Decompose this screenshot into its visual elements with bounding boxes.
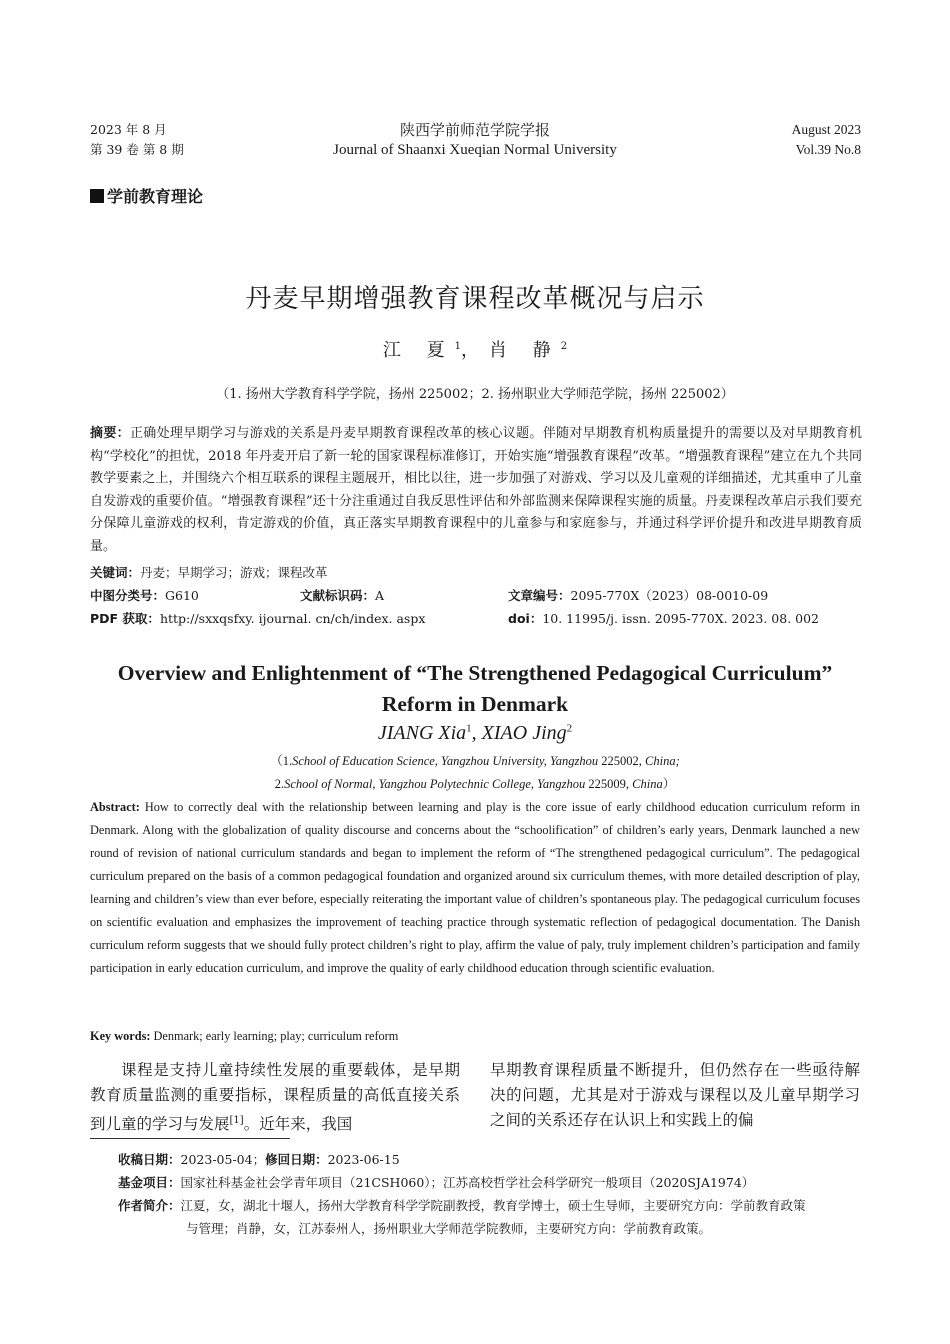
revised-date: 2023-06-15 — [327, 1152, 400, 1167]
header-date-en: August 2023 — [791, 122, 861, 137]
author-en-1-affil: 1 — [466, 722, 472, 735]
doc-code — [300, 585, 384, 607]
keywords-cn-label: 关键词： — [90, 565, 141, 580]
header-volume-en: Vol.39 No.8 — [795, 142, 861, 157]
keywords-cn-text: 丹麦；早期学习；游戏；课程改革 — [140, 565, 328, 580]
abstract-cn-text: 正确处理早期学习与游戏的关系是丹麦早期教育课程改革的核心议题。伴随对早期教育机构质量提升的需要以及对早期教育机构“学校化”的担忧，2018 年丹麦开启了新一轮的国家课程标准修订，开始实施“增强教育课程”改革。“增强教育课程”建立在九个共同教学要素之上，并围绕六个相互联系的课程主题展开，相比以往，进一步加强了对游戏、学习以及儿童观的详细描述，尤其重申了儿童自发游戏的重要价值。“增强教育课程”还十分注重通过自我反思性评估和外部监测来保障课程实施的质量。丹麦课程改革启示我们要充分保障儿童游戏的权利，肯定游戏的价值，真正落实早期教育课程中的儿童参与和家庭参与，并通过科学评价提升和改进早期教育质量。 — [90, 426, 862, 554]
body-left-text: 课程是支持儿童持续性发展的重要载体，是早期教育质量监测的重要指标，课程质量的高低直接关系到儿童的学习与发展 — [90, 1061, 460, 1134]
bio-label: 作者简介： — [118, 1198, 181, 1213]
article-number-value: 2095-770X（2023）08-0010-09 — [570, 588, 769, 603]
doc-code-label: 文献标识码： — [300, 588, 376, 603]
fund-label: 基金项目： — [118, 1175, 181, 1190]
author-en-2: XIAO Jing — [481, 722, 567, 744]
footnote-rule — [90, 1138, 290, 1139]
doi-value[interactable]: 10. 11995/j. issn. 2095-770X. 2023. 08. 002 — [542, 611, 820, 626]
article-number — [508, 585, 768, 607]
keywords-en-label: Key words: — [90, 1029, 151, 1043]
clc-value: G610 — [165, 588, 199, 603]
author-2: 肖 静 — [489, 340, 561, 361]
abstract-en — [90, 796, 860, 980]
header-volume: 第 39 卷 第 8 期 — [90, 142, 184, 157]
journal-name-en: Journal of Shaanxi Xueqian Normal University — [333, 142, 617, 158]
title-en-line1: Overview and Enlightenment of “The Strengthened Pedagogical Curriculum” — [117, 661, 833, 685]
title-en — [0, 658, 950, 720]
affiliation-en-1: （1.School of Education Science, Yangzhou University, Yangzhou 225002, China; — [270, 754, 680, 768]
author-sep: ， — [461, 340, 489, 361]
square-bullet-icon — [90, 189, 104, 203]
footnote-dates — [118, 1148, 400, 1171]
authors-cn — [0, 336, 950, 362]
abstract-cn — [90, 423, 862, 558]
body-right-column: 早期教育课程质量不断提升，但仍然存在一些亟待解决的问题，尤其是对于游戏与课程以及儿童早期学习之间的关系还存在认识上和实践上的偏 — [490, 1061, 860, 1129]
author-en-sep: , — [471, 722, 482, 744]
citation[interactable]: [1] — [229, 1115, 244, 1126]
clc — [90, 585, 199, 607]
author-en-2-affil: 2 — [566, 722, 573, 735]
revised-label: 修回日期： — [265, 1152, 328, 1167]
section-label — [90, 184, 203, 207]
keywords-en — [90, 1025, 860, 1048]
fund-text: 国家社科基金社会学青年项目（21CSH060）；江苏高校哲学社会科学研究一般项目（2020SJA1974） — [180, 1175, 755, 1190]
doi-label: doi： — [508, 611, 543, 626]
abstract-en-label: Abstract: — [90, 800, 140, 814]
journal-name-cn: 陕西学前师范学院学报 — [399, 121, 550, 139]
footnote-fund — [118, 1171, 754, 1194]
received-label: 收稿日期： — [118, 1152, 181, 1167]
body-left-column — [90, 1058, 460, 1137]
article-number-label: 文章编号： — [508, 588, 571, 603]
abstract-cn-label: 摘要： — [90, 426, 130, 441]
pdf-access — [90, 608, 425, 630]
received-date: 2023-05-04； — [180, 1152, 266, 1167]
pdf-label: PDF 获取： — [90, 611, 160, 626]
footnote-bio — [118, 1194, 862, 1240]
bio-line-1: 江夏，女，湖北十堰人，扬州大学教育科学学院副教授，教育学博士，硕士生导师，主要研究方向：学前教育政策 — [180, 1198, 806, 1213]
title-en-line2: Reform in Denmark — [381, 692, 569, 716]
affiliation-en — [0, 750, 950, 796]
author-en-1: JIANG Xia — [377, 722, 467, 744]
doi — [508, 608, 819, 630]
author-2-affil: 2 — [560, 341, 568, 352]
doc-code-value: A — [375, 588, 385, 603]
body-left-tail: 。近年来，我国 — [243, 1115, 353, 1134]
abstract-en-text: How to correctly deal with the relationship between learning and play is the core issue of early childhood education curriculum reform in Denmark. Along with the globalization of quality discourse and concerns about the “schoolification” of children’s early years, Denmark launched a new round of revision of national curriculum standards and began to implement the reform of “The strengthened pedagogical curriculum”. The pedagogical curriculum prepared on the basis of a common pedagogical foundation and organized around six curriculum themes, with more detailed description of play, learning and children’s view than ever before, especially reiterating the important value of children’s spontaneous play. The pedagogical curriculum focuses on scientific evaluation and emphasizes the improvement of teaching practice through systematic reflection of pedagogical documentation. The Danish curriculum reform suggests that we should fully protect children’s right to play, affirm the value of paly, truly implement children’s participation and family participation in early education curriculum, and improve the quality of early childhood education through scientific evaluation. — [90, 800, 860, 975]
keywords-cn — [90, 562, 328, 584]
title-cn: 丹麦早期增强教育课程改革概况与启示 — [245, 284, 705, 314]
clc-label: 中图分类号： — [90, 588, 166, 603]
header-date: 2023 年 8 月 — [90, 122, 167, 137]
authors-en — [0, 722, 950, 745]
section-text: 学前教育理论 — [107, 187, 204, 206]
header-right — [792, 120, 861, 160]
pdf-link[interactable]: http://sxxqsfxy. ijournal. cn/ch/index. aspx — [159, 611, 426, 626]
keywords-en-text: Denmark; early learning; play; curriculum reform — [150, 1029, 399, 1043]
bio-line-2: 与管理；肖静，女，江苏泰州人，扬州职业大学师范学院教师，主要研究方向：学前教育政策。 — [186, 1221, 712, 1236]
affiliation-en-2: 2.School of Normal, Yangzhou Polytechnic College, Yangzhou 225009, China） — [274, 777, 676, 791]
affiliation-cn: （1. 扬州大学教育科学学院，扬州 225002；2. 扬州职业大学师范学院，扬州 225002） — [216, 387, 734, 402]
author-1-affil: 1 — [454, 341, 461, 352]
author-1: 江 夏 — [382, 340, 455, 361]
